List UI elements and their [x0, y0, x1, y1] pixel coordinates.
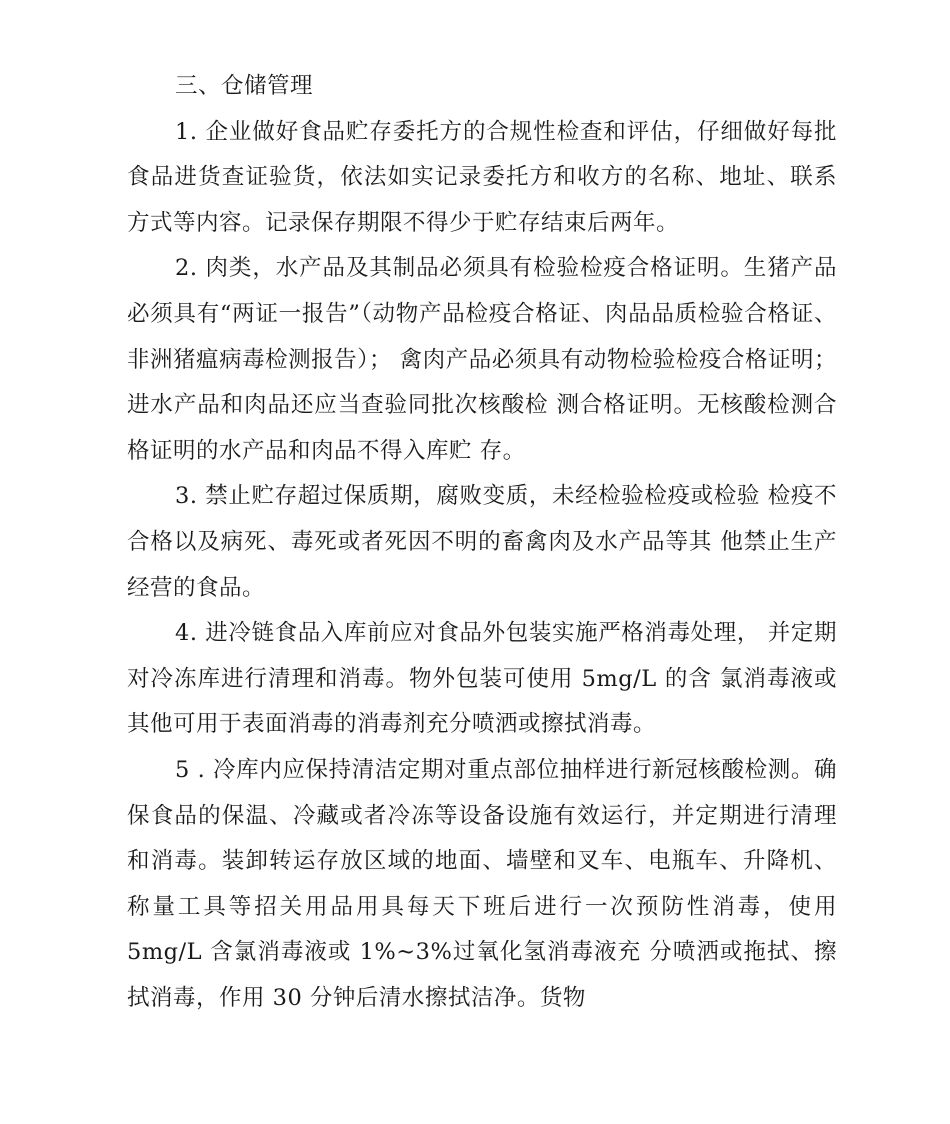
- section-title: 三、仓储管理: [175, 73, 314, 99]
- document-body: [127, 64, 837, 1021]
- paragraph-5: 5 . 冷库内应保持清洁定期对重点部位抽样进行新冠核酸检测。确保食品的保温、冷藏或者冷冻等设备设施有效运行，并定期进行清理和消毒。装卸转运存放区域的地面、墙壁和叉车、电瓶车、升降机、称量工具等招关用品用具每天下班后进行一次预防性消毒，使用 5mg/L 含氯消毒液或 1%~3%过氧化氢消毒液充 分喷洒或拖拭、擦拭消毒，作用 30 分钟后清水擦拭洁净。货物: [127, 756, 837, 1011]
- paragraph-4: 4. 进冷链食品入库前应对食品外包装实施严格消毒处理， 并定期对冷冻库进行清理和消毒。物外包装可使用 5mg/L 的含 氯消毒液或其他可用于表面消毒的消毒剂充分喷洒或擦拭消毒。: [127, 620, 837, 738]
- paragraph-3: 3. 禁止贮存超过保质期，腐败变质，未经检验检疫或检验 检疫不合格以及病死、毒死或者死因不明的畜禽肉及水产品等其 他禁止生产经营的食品。: [127, 483, 837, 601]
- paragraph-2: 2. 肉类，水产品及其制品必须具有检验检疫合格证明。生猪产品必须具有“两证一报告”（动物产品检疫合格证、肉品品质检验合格证、非洲猪瘟病毒检测报告）； 禽肉产品必须具有动物检验检疫合格证明；进水产品和肉品还应当查验同批次核酸检 测合格证明。无核酸检测合格证明的水产品和肉品不得入库贮 存。: [127, 255, 837, 464]
- paragraph-1: 1. 企业做好食品贮存委托方的合规性检查和评估，仔细做好每批食品进货查证验货，依法如实记录委托方和收方的名称、地址、联系方式等内容。记录保存期限不得少于贮存结束后两年。: [127, 118, 837, 236]
